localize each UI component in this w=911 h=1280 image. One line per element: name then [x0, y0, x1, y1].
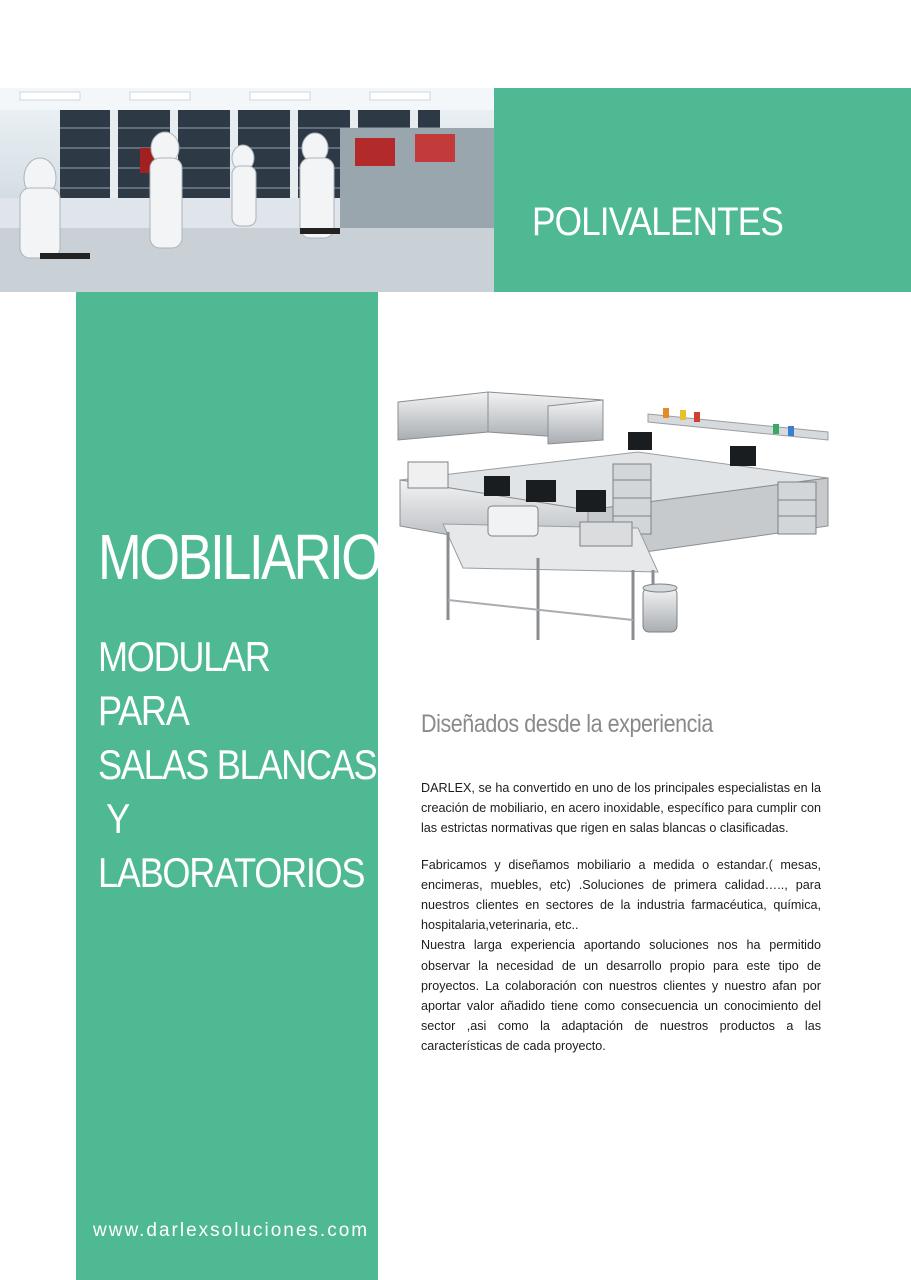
- subtitle-line: Y: [98, 795, 129, 842]
- subtitle: [98, 630, 376, 900]
- header-banner: [494, 88, 911, 292]
- subtitle-line: PARA: [98, 687, 189, 734]
- paragraph: Nuestra larga experiencia aportando soluciones nos ha permitido observar la necesidad de un desarrollo propio para este tipo de proyectos. La colaboración con nuestros clientes y nuestro afan por aportar valor añadido tiene como consecuencia un conocimiento del sector ,asi como la adaptación de nuestros productos a las características de cada proyecto.: [421, 938, 821, 1054]
- website-url[interactable]: www.darlexsoluciones.com: [93, 1220, 370, 1241]
- paragraph: DARLEX, se ha convertido en uno de los principales especialistas en la creación de mobiliario, en acero inoxidable, específico para cumplir con las estrictas normativas que rigen en salas blancas o clasificadas.: [421, 781, 821, 836]
- sidebar-panel: [76, 292, 378, 1280]
- cleanroom-photo: [0, 88, 494, 292]
- subtitle-line: SALAS BLANCAS: [98, 741, 377, 788]
- category-title: POLIVALENTES: [532, 200, 783, 244]
- main-title: MOBILIARIO: [98, 521, 380, 593]
- paragraph: Fabricamos y diseñamos mobiliario a medida o estandar.( mesas, encimeras, muebles, etc) .Soluciones de primera calidad….., para nuestros clientes en sectores de la industria farmacéutica, química, hospitalaria,veterinaria, etc..: [421, 857, 821, 933]
- furniture-image: [388, 340, 858, 660]
- section-heading: Diseñados desde la experiencia: [421, 710, 713, 738]
- body-text: [421, 778, 821, 1057]
- subtitle-line: LABORATORIOS: [98, 849, 365, 896]
- subtitle-line: MODULAR: [98, 633, 270, 680]
